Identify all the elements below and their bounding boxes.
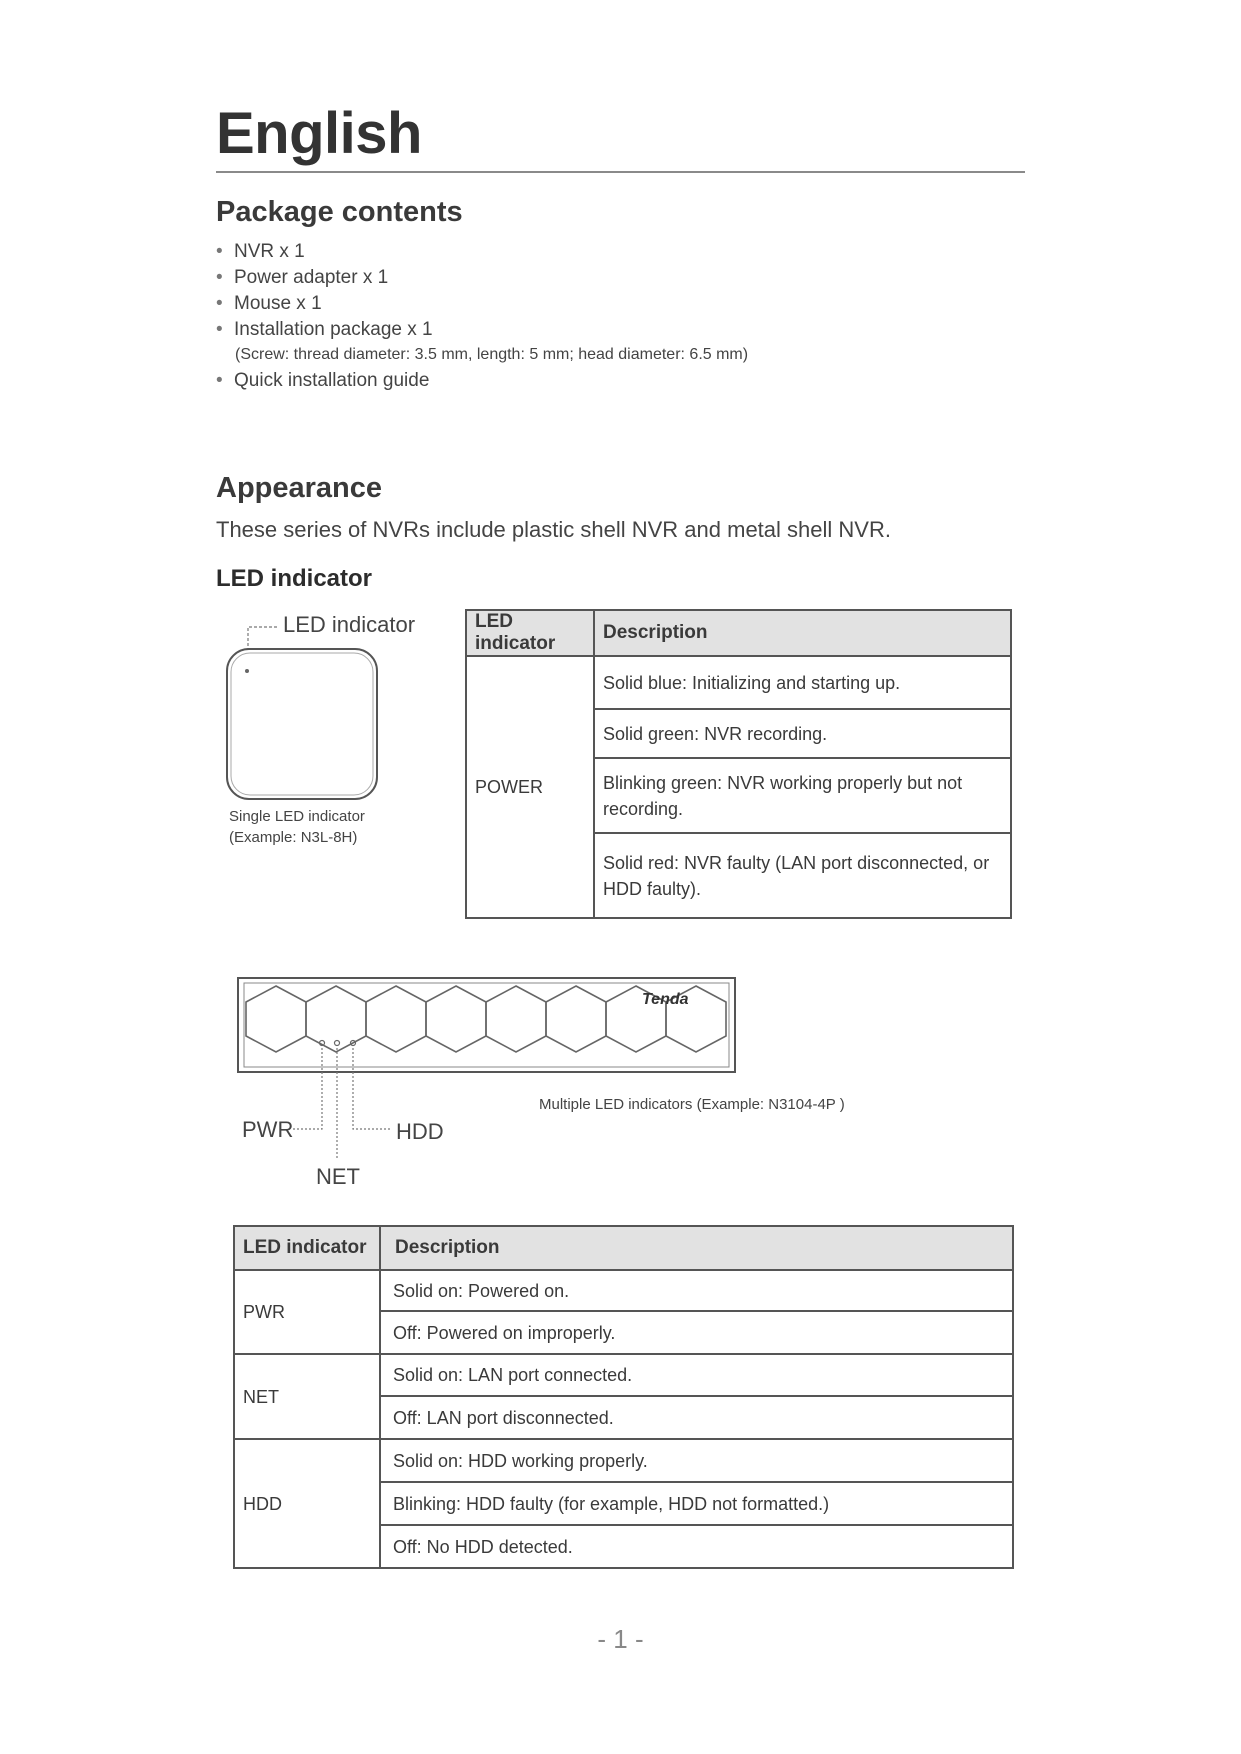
table-cell: Off: Powered on improperly. xyxy=(380,1311,1013,1354)
package-contents-heading: Package contents xyxy=(216,196,463,228)
indicator-hdd: HDD xyxy=(234,1439,380,1568)
list-item: • NVR x 1 xyxy=(216,239,1016,265)
table-cell: Solid on: Powered on. xyxy=(380,1270,1013,1311)
list-item: • Mouse x 1 xyxy=(216,291,1016,317)
title-divider xyxy=(216,171,1025,173)
package-list-tail xyxy=(216,368,1016,394)
table-cell: Solid red: NVR faulty (LAN port disconnected, or HDD faulty). xyxy=(594,833,1011,918)
led-dot-icon xyxy=(245,669,249,673)
multi-led-table xyxy=(233,1225,1014,1569)
page-title: English xyxy=(216,101,422,166)
pwr-callout: PWR xyxy=(242,1117,294,1142)
table-cell: Solid blue: Initializing and starting up. xyxy=(594,656,1011,709)
net-callout: NET xyxy=(316,1164,360,1189)
brand-logo: Tenda xyxy=(642,991,689,1008)
single-led-device-illustration xyxy=(220,610,420,810)
multi-led-device-illustration xyxy=(236,976,756,1176)
appearance-intro: These series of NVRs include plastic shell NVR and metal shell NVR. xyxy=(216,517,891,542)
indicator-power: POWER xyxy=(466,656,594,918)
indicator-pwr: PWR xyxy=(234,1270,380,1354)
appearance-heading: Appearance xyxy=(216,472,383,504)
power-led-table xyxy=(465,609,1012,919)
page-number: - 1 - xyxy=(597,1624,644,1654)
indicator-net: NET xyxy=(234,1354,380,1439)
table-cell: Off: No HDD detected. xyxy=(380,1525,1013,1568)
single-led-caption-line1: Single LED indicator xyxy=(229,808,365,825)
column-header-description: Description xyxy=(380,1226,1013,1270)
table-cell: Off: LAN port disconnected. xyxy=(380,1396,1013,1439)
package-list xyxy=(216,239,1016,343)
table-cell: Blinking green: NVR working properly but not recording. xyxy=(594,758,1011,833)
column-header-led-indicator: LED indicator xyxy=(466,610,594,656)
screw-note: (Screw: thread diameter: 3.5 mm, length: 5 mm; head diameter: 6.5 mm) xyxy=(235,346,749,363)
list-item: • Power adapter x 1 xyxy=(216,265,1016,291)
list-item: • Installation package x 1 xyxy=(216,317,1016,343)
table-cell: Solid on: HDD working properly. xyxy=(380,1439,1013,1482)
single-led-caption-line2: (Example: N3L-8H) xyxy=(229,829,358,846)
led-indicator-heading: LED indicator xyxy=(216,565,373,592)
multi-led-caption: Multiple LED indicators (Example: N3104-4P ) xyxy=(539,1096,845,1113)
table-cell: Solid green: NVR recording. xyxy=(594,709,1011,758)
table-cell: Blinking: HDD faulty (for example, HDD not formatted.) xyxy=(380,1482,1013,1525)
table-cell: Solid on: LAN port connected. xyxy=(380,1354,1013,1396)
column-header-description: Description xyxy=(594,610,1011,656)
list-item: • Quick installation guide xyxy=(216,368,1016,394)
column-header-led-indicator: LED indicator xyxy=(234,1226,380,1270)
led-indicator-callout: LED indicator xyxy=(283,612,416,637)
hdd-callout: HDD xyxy=(396,1119,444,1144)
